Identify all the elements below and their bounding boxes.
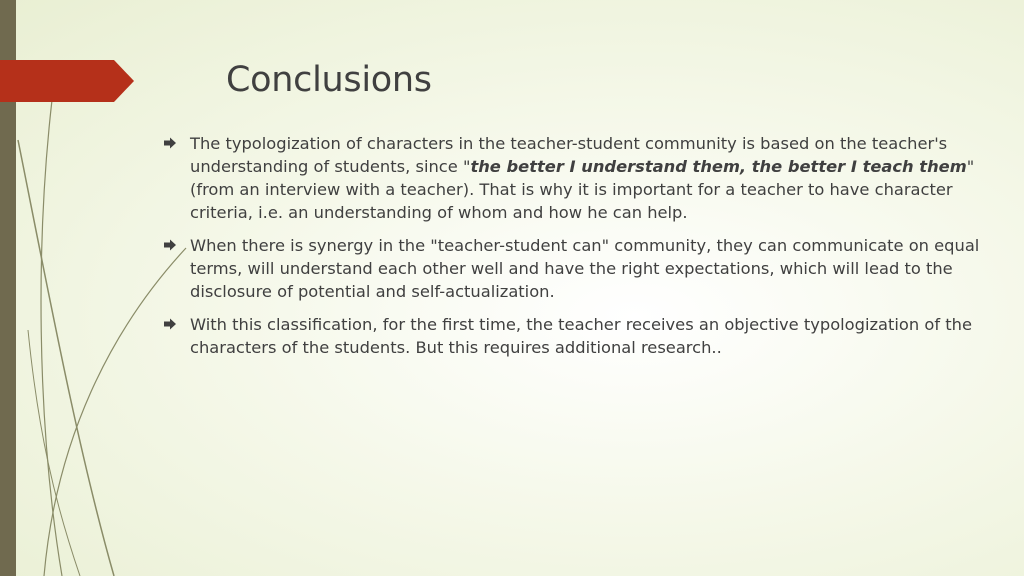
bullet-item-3 xyxy=(160,313,990,359)
bullet-1-text-start: The typologization of characters in the teacher-student community is based on the teacher's understanding of students, since " xyxy=(190,134,948,176)
bullet-list xyxy=(160,132,990,369)
bullet-item-2 xyxy=(160,234,990,303)
slide-title: Conclusions xyxy=(226,60,432,100)
title-accent-arrow xyxy=(0,60,134,102)
bullet-1-text-end: " (from an interview with a teacher). That is why it is important for a teacher to have character criteria, i.e. an understanding of whom and how he can help. xyxy=(190,157,975,222)
bullet-3-text: With this classification, for the first time, the teacher receives an objective typologization of the characters of the students. But this requires additional research.. xyxy=(190,315,972,357)
arrow-right-icon xyxy=(163,238,177,252)
bullet-1-quote: the better I understand them, the better I teach them xyxy=(470,157,967,176)
bullet-2-text: When there is synergy in the "teacher-student can" community, they can communicate on equal terms, will understand each other well and have the right expectations, which will lead to the disclosure of potential and self-actualization. xyxy=(190,236,980,301)
arrow-right-icon xyxy=(163,136,177,150)
arrow-right-icon xyxy=(163,317,177,331)
bullet-item-1 xyxy=(160,132,990,224)
